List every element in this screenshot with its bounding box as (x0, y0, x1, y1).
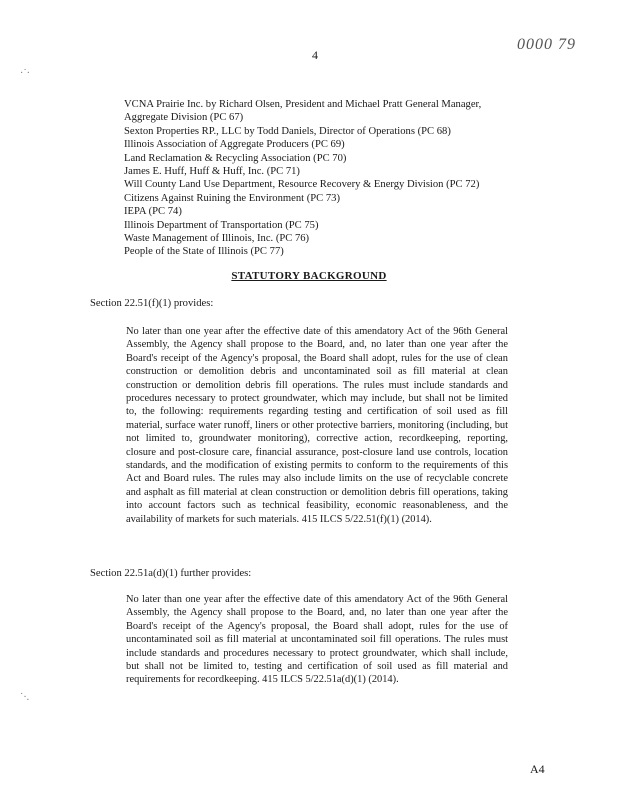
section-heading: STATUTORY BACKGROUND (231, 270, 387, 282)
scan-speck-icon: ·˙· (20, 68, 30, 79)
bates-stamp: 0000 79 (517, 36, 576, 53)
participant-item: Land Reclamation & Recycling Association (PC 70) (124, 152, 347, 164)
participant-item: Sexton Properties RP., LLC by Todd Daniels, Director of Operations (PC 68) (124, 125, 451, 137)
participant-item: IEPA (PC 74) (124, 206, 182, 218)
participant-item: Citizens Against Ruining the Environment (PC 73) (124, 192, 340, 204)
scan-speck-icon: ˙·. (20, 692, 30, 703)
participant-item: Waste Management of Illinois, Inc. (PC 76) (124, 233, 310, 245)
participant-item: VCNA Prairie Inc. by Richard Olsen, President and Michael Pratt General Manager, (124, 99, 482, 110)
participant-item: Illinois Department of Transportation (PC 75) (124, 219, 319, 231)
page-number: 4 (312, 48, 318, 62)
participant-item: Illinois Association of Aggregate Producers (PC 69) (124, 139, 345, 151)
statute-intro: Section 22.51a(d)(1) further provides: (90, 568, 252, 579)
participant-item: People of the State of Illinois (PC 77) (124, 246, 284, 258)
statute-quote: No later than one year after the effective date of this amendatory Act of the 96th General Assembly, the Agency shall propose to the Board, and, no later than one year after the Board's receipt of the Agency's proposal, the Board shall adopt, rules for the use of uncontaminated soil as fill material at uncontaminated soil fill operations. The rules must include standards and procedures necessary to protect groundwater, which shall include, but shall not be limited to, testing and certification of soil used as fill material and requirements for recordkeeping. 415 ILCS 5/22.51a(d)(1) (2014). (126, 594, 508, 686)
participant-item: James E. Huff, Huff & Huff, Inc. (PC 71) (124, 166, 300, 178)
participant-item: Aggregate Division (PC 67) (124, 112, 244, 124)
statute-quote: No later than one year after the effective date of this amendatory Act of the 96th General Assembly, the Agency shall propose to the Board, and, no later than one year after the Board's receipt of the Agency's proposal, the Board shall adopt, rules for the use of clean construction or demolition debris and uncontaminated soil as fill material at clean construction or demolition debris fill operations. The rules must include standards and procedures necessary to protect groundwater, which may include, but shall not be limited to, the following: requirements regarding testing and certification of soil used as fill material, surface water runoff, liners or other protective barriers, monitoring (including, but not limited to, groundwater monitoring), corrective action, recordkeeping, reporting, closure and post-closure care, financial assurance, post-closure land use controls, location standards, and the modification of existing permits to conform to the requirements of this Act and Board rules. The rules may also include limits on the use of recyclable concrete and asphalt as fill material at clean construction or demolition debris fill operations, taking into account factors such as technical feasibility, economic reasonableness, and the availability of markets for such materials. 415 ILCS 5/22.51(f)(1) (2014). (126, 326, 508, 525)
participant-item: Will County Land Use Department, Resource Recovery & Energy Division (PC 72) (124, 179, 480, 191)
participant-list (124, 98, 564, 259)
appendix-page-label: A4 (530, 762, 545, 776)
statute-intro: Section 22.51(f)(1) provides: (90, 298, 214, 309)
